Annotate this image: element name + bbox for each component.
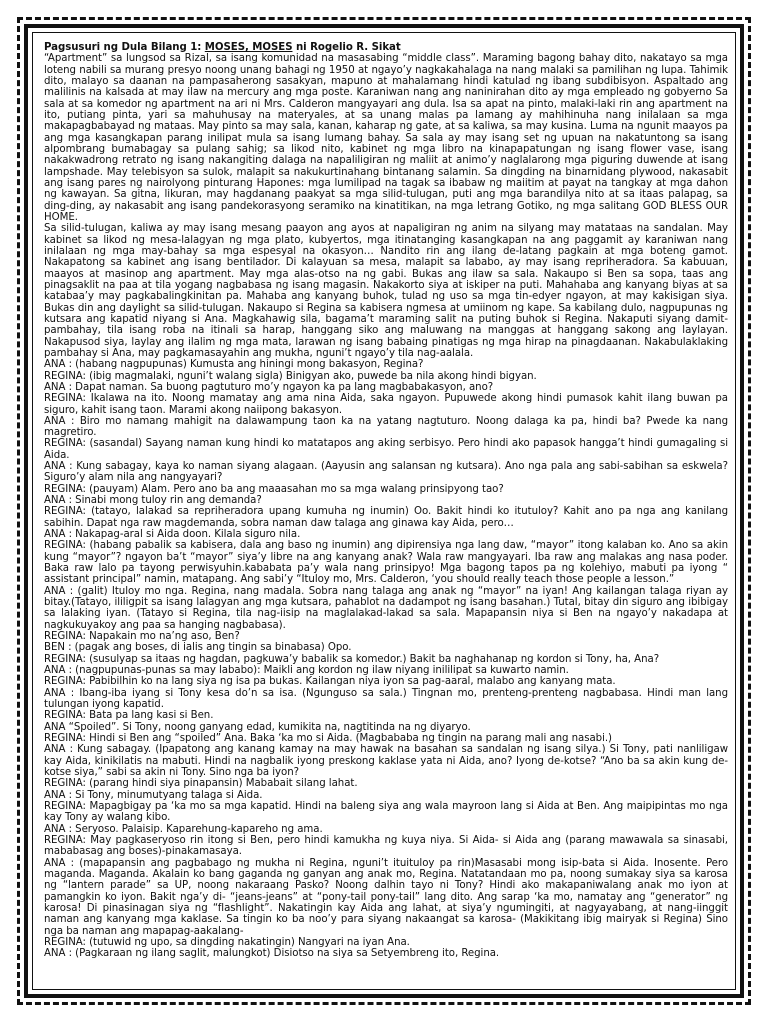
paragraph: “Apartment” sa lungsod sa Rizal, sa isang komunidad na masasabing “middle class”. Maraming bagong bahay dito, nakatayo sa mga loteng nabili sa murang presyo noong unang bahagi ng 1950 at ngayo’y nagkakahalaga na nang malaki sa pamilihan ng lupa. Tahimik dito, malayo sa daanan na pampasaherong sasakyan, mapuno at mahalamang hindi katulad ng ibang subdibisyon. Aspaltado ang malilinis na kalsada at may ilaw na mercury ang mga poste. Karaniwan nang ang naninirahan dito ay mga empleado ng gobyerno Sa sala at sa komedor ng apartment na ari ni Mrs. Calderon mangyayari ang dula. Isa sa apat na pinto, malaki-laki rin ang apartment na ito, putiang pinta, yari sa mahuhusay na materyales, at sa unang malas pa lamang ay mahihinuha nang inilalaan sa mga makapagbabayad ng mataas. May pinto sa may sala, kanan, kaharap ng gate, at sa kaliwa, sa may kusina. Luma na ngunit maayos pa ang mga kasangkapan parang inilipat mula sa isang lumang bahay. Sa sala ay may isang set ng upuan na nakatuntong sa isang alpombrang bumabagay sa pulang sahig; sa likod nito, kabinet ng mga libro na kinapapatungan ng isang flower vase, isang nakakwadrong retrato ng isang nakangiting dalaga na napaliligiran ng maliit at animo’y naglalarong mga piguring duwende at isang lampshade. May telebisyon sa sulok, malapit sa nakukurtinahang bintanang salamin. Sa dingding na binarnidang plywood, nakasabit ang isang pares ng nairolyong pinturang Hapones: mga lumilipad na tagak sa ibabaw ng maiitim at payat na tangkay at mga dahon ng kawayan. Sa gitna, likuran, may hagdanang paakyat sa mga silid-tulugan, puti ang mga barandilya nito at sa itaas palapag, sa ding-ding, ay nakasabit ang isang pandekorasyong seramiko na kinatitikan, na mga letrang Gotiko, ng mga salitang GOD BLESS OUR HOME. xyxy=(44,53,728,223)
paragraph: ANA : (nagpupunas-punas sa may lababo): Maikli ang kordon ng ilaw niyang inililipat sa kuwarto namin. xyxy=(44,665,569,677)
paragraph: ANA “Spoiled”. Si Tony, noong ganyang edad, kumikita na, nagtitinda na ng diyaryo. xyxy=(44,721,471,733)
paragraph: ANA : Si Tony, minumutyang talaga si Aida. xyxy=(44,789,263,801)
paragraph: ANA : Kung sabagay, kaya ko naman siyang alagaan. (Aayusin ang salansan ng kutsara). Ano nga pala ang sabi-sabihan sa eskwela? Siguro’y alam nila ang nangyayari? xyxy=(44,461,728,484)
paragraph: REGINA: (sasandal) Sayang naman kung hindi ko matatapos ang aking serbisyo. Pero hindi ako papasok hangga’t hindi gumagaling si Aida. xyxy=(44,438,728,461)
paragraph: ANA : Sinabi mong tuloy rin ang demanda? xyxy=(44,495,262,507)
paragraph: ANA : Dapat naman. Sa buong pagtuturo mo’y ngayon ka pa lang magbabakasyon, ano? xyxy=(44,381,494,393)
paragraph: ANA : (Pagkaraan ng ilang saglit, malungkot) Disiotso na siya sa Setyembreng ito, Regina. xyxy=(44,948,500,960)
paragraph: REGINA: (pauyam) Alam. Pero ano ba ang maaasahan mo sa mga walang prinsipyong tao? xyxy=(44,483,504,495)
paragraph: REGINA: Mapagbigay pa ‘ka mo sa mga kapatid. Hindi na baleng siya ang wala mayroon lang si Aida at Ben. Ang maipipintas mo nga kay Tony ay walang kibo. xyxy=(44,800,728,824)
title-work: MOSES, MOSES xyxy=(204,42,293,53)
paragraph: REGINA: May pagkaseryoso rin itong si Ben, pero hindi kamukha ng kuya niya. Si Aida- si Aida ang (parang mawawala sa sinasabi, mababasag ang boses)-pinakamasaya. xyxy=(44,834,728,858)
paragraph: REGINA: Bata pa lang kasi si Ben. xyxy=(44,710,214,722)
paragraph: ANA : (habang nagpupunas) Kumusta ang hiningi mong bakasyon, Regina? xyxy=(44,359,424,371)
paragraph: ANA : Biro mo namang mahigit na dalawampung taon ka na yatang nagtuturo. Noong dalaga ka pa, hindi ba? Pwede ka nang magretiro. xyxy=(44,415,728,439)
paragraph: REGINA: Hindi si Ben ang “spoiled” Ana. Baka ‘ka mo si Aida. (Magbababa ng tingin na parang mali ang nasabi.) xyxy=(44,733,612,745)
paragraph: REGINA: (tutuwid ng upo, sa dingding nakatingin) Nangyari na iyan Ana. xyxy=(44,936,410,948)
paragraph: ANA : Nakapag-aral si Aida doon. Kilala siguro nila. xyxy=(44,529,301,541)
paragraph: ANA : Kung sabagay. (Ipapatong ang kanang kamay na may hawak na basahan sa sandalan ng isang silya.) Si Tony, pati nanliligaw kay Aida, kinikilatis na mabuti. Hindi na nagbalik iyong preskong kaklase yata ni Aida, ano? Iyong de-kotse? “Ano ba sa akin kung de-kotse siya,” sabi sa akin ni Tony. Sino nga ba iyon? xyxy=(44,744,728,778)
paragraph: Sa silid-tulugan, kaliwa ay may isang mesang paayon ang ayos at napaligiran ng anim na silyang may matataas na sandalan. May kabinet sa likod ng mesa-lalagyan ng mga plato, kubyertos, mga itinatanging kasangkapan na ang paggamit ay karaniwan nang inilalaan ng mga may-bahay sa mga espesyal na okasyon… Nandito rin ang ilang de-latang pagkain at mga boteng gamot. Nakapatong sa kabinet ang isang bentilador. Di kalayuan sa mesa, malapit sa lababo, ay may isang repriheradora. Sa kabuuan, maayos at masinop ang apartment. May mga alas-otso na ng gabi. Bukas ang ilaw sa sala. Nakaupo si Ben sa sopa, taas ang pinagsaklit na paa at tila yogang nagbabasa ng isang magasin. Nakakorto siya at iskiper na puti. Mahahaba ang kanyang biyas at sa katabaa’y may pagkabalingkinitan pa. Mahaba ang kanyang buhok, tulad ng uso sa mga tin-edyer ngayon, at may kakisigan siya. Bukas din ang daylight sa silid-tulugan. Nakaupo si Regina sa kabisera ngmesa at umiinom ng kape. Sa kabilang dulo, nagpupunas ng kutsara ang kapatid niyang si Ana. Magkahawig sila, bagama’t maraming salit na puting buhok si Regina. Nakaputi siyang damit-pambahay, tila isang roba na itinali sa harap, hanggang siko ang maluwang na manggas at hanggang sakong ang laylayan. Nakapusod siya, laylay ang ilalim ng mga mata, larawan ng isang babaing pinatigas ng mga hirap na pinagdaanan. Nakabulaklaking pambahay si Ana, may pagkamasayahin ang mukha, nguni’t ngayo’y tila nag-aalala. xyxy=(44,223,728,359)
paragraph: REGINA: Ikalawa na ito. Noong mamatay ang ama nina Aida, saka ngayon. Pupuwede akong hindi pumasok kahit ilang buwan pa siguro, kahit isang taon. Marami akong naiipong bakasyon. xyxy=(44,393,728,416)
paragraph: REGINA: (ibig magmalaki, nguni’t walang sigla) Binigyan ako, puwede ba nila akong hindi bigyan. xyxy=(44,370,537,382)
paragraph: REGINA: (tatayo, lalakad sa repriheradora upang kumuha ng inumin) Oo. Bakit hindi ko itutuloy? Kahit ano pa nga ang kanilang sabihin. Dapat nga raw magdemanda, sobra naman daw talaga ang ginawa kay Aida, pero… xyxy=(44,506,728,529)
paragraph: ANA : Ibang-iba iyang si Tony kesa do’n sa isa. (Ngunguso sa sala.) Tingnan mo, prenteng-prenteng nagbabasa. Hindi man lang tulungan iyong kapatid. xyxy=(44,687,728,711)
paragraph: BEN : (pagak ang boses, di ialis ang tingin sa binabasa) Opo. xyxy=(44,642,352,654)
paragraph: REGINA: Napakain mo na’ng aso, Ben? xyxy=(44,631,240,643)
paragraph: REGINA: (habang pabalik sa kabisera, dala ang baso ng inumin) ang dipirensiya nga lang daw, “mayor” itong kalaban ko. Ano sa akin kung “mayor”? ngayon ba’t “mayor” siya’y libre na ang kanyang anak? Wala raw mangyayari. Iba raw ang malakas ang nasa poder. Baka raw lalo pa tayong perwisyuhin.kababata pa’y wala nang prinsipyo! Mga bagong tapos pa ng kolehiyo, mabuti pa iyong “ assistant principal” namin, matapang. Ang sabi’y “Ituloy mo, Mrs. Calderon, ‘you should really teach those people a lesson.” xyxy=(44,540,728,586)
paragraph: REGINA: (parang hindi siya pinapansin) Mababait silang lahat. xyxy=(44,778,358,790)
paragraph: ANA : (galit) Ituloy mo nga. Regina, nang madala. Sobra nang talaga ang anak ng “mayor” na iyan! Ang kailangan talaga riyan ay bitay.(Tatayo, ililigpit sa isang lalagyan ang mga kutsara, pahablot na dadampot ng isang basahan.) Tutal, bitay din siguro ang ibibigay sa lalaking iyan. (Tatayo si Regina, tila nag-iisip na maglalakad-lakad sa sala. Mapapansin niya si Ben na ngayo’y nakadapa at nagkukuyakoy ang paa sa hanging nagbabasa). xyxy=(44,585,728,631)
paragraph: ANA : (mapapansin ang pagbabago ng mukha ni Regina, nguni’t ituituloy pa rin)Masasabi mong isip-bata si Aida. Inosente. Pero maganda. Maganda. Akalain ko bang gaganda ng ganyan ang anak mo, Regina. Natatandaan mo pa, noong sumakay siya sa karosa ng “lantern parade” sa UP, noong nakaraang Pasko? Noong dalhin tayo ni Tony? Hindi ako makapaniwalang anak mo iyon at pamangkin ko iyon. Bakit nga’y di- “jeans-jeans” at “pony-tail pony-tail” lang dito. Ang sarap ‘ka mo, namatay ang “generator” ng karosa! Di pinasinagan siya ng “flashlight”. Nakatingin kay Aida ang lahat, at siya’y ngumingiti, at nagyayabang, at nang-iinggit naman ang kanyang mga kaklase. Sa tingin ko ba noo’y para siyang nakaangat sa karosa- (Makikitang ibig mairyak si Regina) Sino nga ba naman ang mapapag-aakalang- xyxy=(44,857,728,937)
document-title xyxy=(44,42,728,53)
document-body xyxy=(44,42,728,960)
paragraph: ANA : Seryoso. Palaisip. Kaparehung-kapareho ng ama. xyxy=(44,823,323,835)
title-prefix: Pagsusuri ng Dula Bilang 1: xyxy=(44,42,205,53)
paragraph: REGINA: (susulyap sa itaas ng hagdan, pagkuwa’y babalik sa komedor.) Bakit ba naghahanap ng kordon si Tony, ha, Ana? xyxy=(44,653,660,665)
paragraph: REGINA: Pabibilhin ko na lang siya ng isa pa bukas. Kailangan niya iyon sa pag-aaral, malabo ang kanyang mata. xyxy=(44,676,616,688)
title-suffix: ni Rogelio R. Sikat xyxy=(292,42,401,53)
paragraph-list xyxy=(44,53,728,959)
